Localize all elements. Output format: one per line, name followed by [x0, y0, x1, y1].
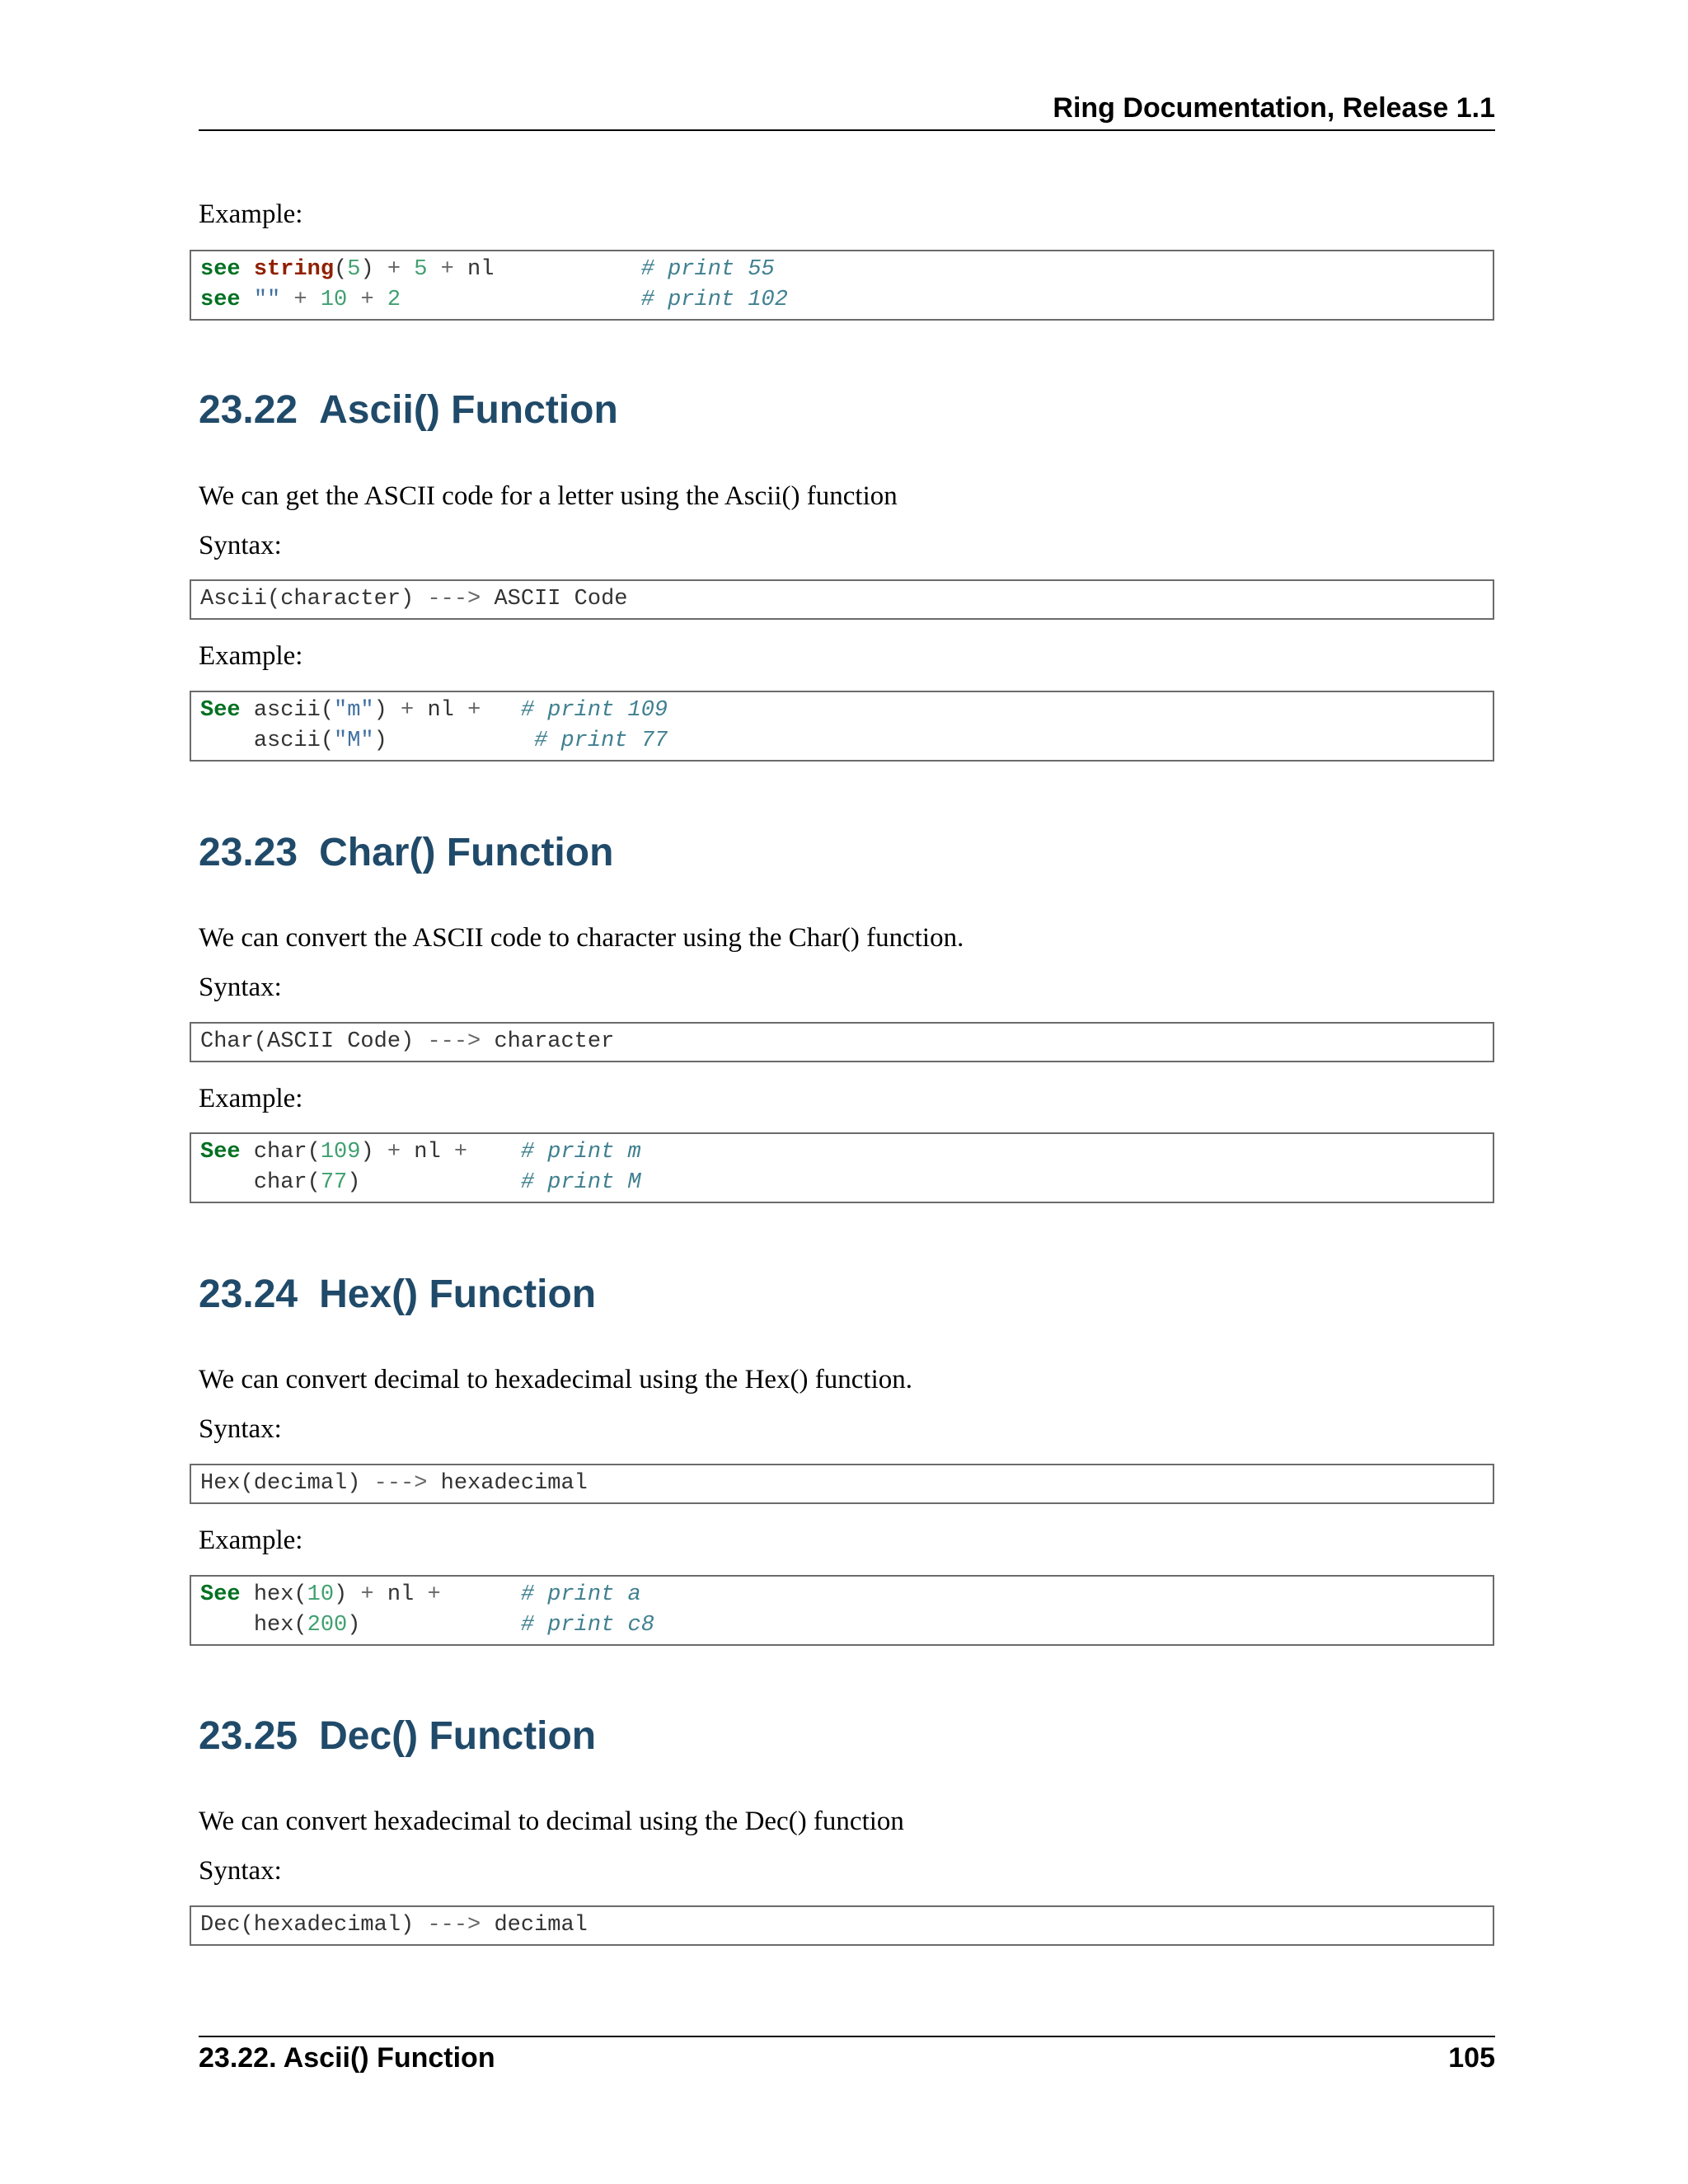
example-label: Example:: [199, 641, 303, 671]
running-header: Ring Documentation, Release 1.1: [1053, 92, 1495, 124]
section-description: We can get the ASCII code for a letter using the Ascii() function: [199, 481, 898, 511]
section-description: We can convert decimal to hexadecimal using the Hex() function.: [199, 1365, 913, 1394]
syntax-label: Syntax:: [199, 1414, 282, 1444]
code-block-example: [190, 691, 1494, 762]
section-heading-char: 23.23 Char() Function: [199, 831, 614, 874]
code-line: See hex(10) + nl + # print a: [200, 1582, 641, 1607]
code-line: Hex(decimal) ---> hexadecimal: [200, 1471, 588, 1496]
code-line: see string(5) + 5 + nl # print 55: [200, 257, 775, 282]
code-line: See ascii("m") + nl + # print 109: [200, 698, 668, 723]
page-number: 105: [1448, 2042, 1495, 2074]
syntax-label: Syntax:: [199, 531, 282, 560]
code-block-example: [190, 1132, 1494, 1203]
section-heading-ascii: 23.22 Ascii() Function: [199, 388, 618, 432]
section-heading-dec: 23.25 Dec() Function: [199, 1714, 597, 1758]
code-line: hex(200) # print c8: [253, 1613, 654, 1638]
code-block-example: [190, 1575, 1494, 1646]
document-page: [199, 0, 1495, 2184]
code-block-top-example: [190, 250, 1494, 321]
syntax-label: Syntax:: [199, 972, 282, 1002]
section-heading-hex: 23.24 Hex() Function: [199, 1272, 597, 1316]
example-label: Example:: [199, 1526, 303, 1555]
code-line: ascii("M") # print 77: [253, 729, 668, 753]
running-footer: [199, 2042, 1495, 2074]
footer-section-title: 23.22. Ascii() Function: [199, 2042, 495, 2074]
section-description: We can convert hexadecimal to decimal using the Dec() function: [199, 1807, 904, 1836]
code-line: Dec(hexadecimal) ---> decimal: [200, 1913, 588, 1938]
syntax-label: Syntax:: [199, 1856, 282, 1886]
code-block-syntax: [190, 579, 1494, 620]
code-line: See char(109) + nl + # print m: [200, 1140, 641, 1165]
footer-rule: [199, 2036, 1495, 2037]
header-rule: [199, 129, 1495, 131]
example-label: Example:: [199, 199, 303, 229]
code-line: Char(ASCII Code) ---> character: [200, 1029, 615, 1054]
section-description: We can convert the ASCII code to character using the Char() function.: [199, 923, 964, 953]
code-line: char(77) # print M: [253, 1170, 641, 1195]
example-label: Example:: [199, 1084, 303, 1113]
code-block-syntax: [190, 1905, 1494, 1946]
code-block-syntax: [190, 1464, 1494, 1504]
code-block-syntax: [190, 1022, 1494, 1062]
code-line: Ascii(character) ---> ASCII Code: [200, 587, 628, 612]
code-line: see "" + 10 + 2 # print 102: [200, 288, 788, 312]
